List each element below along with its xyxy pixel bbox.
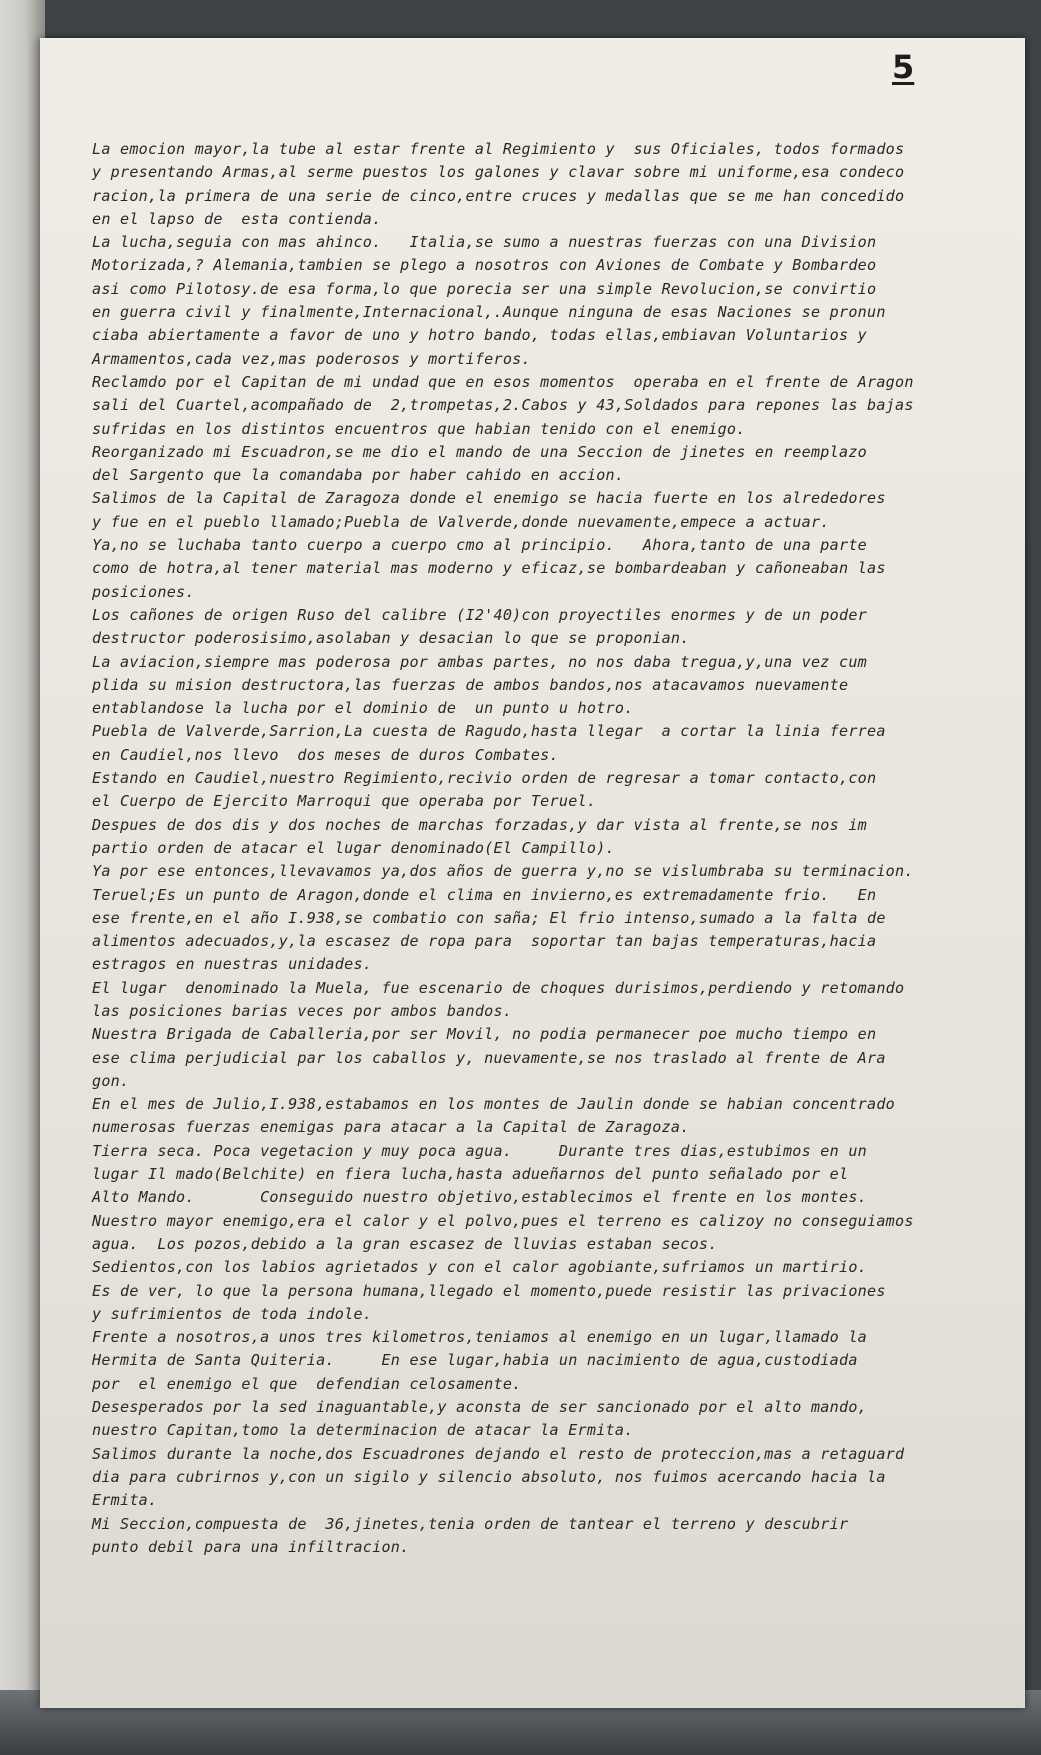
text-line: punto debil para una infiltracion. [92,1537,410,1556]
text-line: agua. Los pozos,debido a la gran escasez de lluvias estaban secos. [92,1234,718,1253]
text-line: dia para cubrirnos y,con un sigilo y silencio absoluto, nos fuimos acercando hacia la [92,1467,886,1486]
text-line: el Cuerpo de Ejercito Marroqui que operaba por Teruel. [92,792,597,811]
text-line: como de hotra,al tener material mas moderno y eficaz,se bombardeaban y cañoneaban las [92,559,886,578]
text-line: Estando en Caudiel,nuestro Regimiento,recivio orden de regresar a tomar contacto,con [92,769,877,788]
text-line: y presentando Armas,al serme puestos los galones y clavar sobre mi uniforme,esa condeco [92,163,905,182]
text-line: Nuestra Brigada de Caballeria,por ser Movil, no podia permanecer poe mucho tiempo en [92,1025,877,1044]
text-line: en el lapso de esta contienda. [92,209,382,228]
text-line: Teruel;Es un punto de Aragon,donde el clima en invierno,es extremadamente frio. En [92,885,877,904]
text-line: posiciones. [92,582,195,601]
body-text [92,138,1041,1559]
text-line: Ya por ese entonces,llevavamos ya,dos años de guerra y,no se vislumbraba su terminacion. [92,862,914,881]
text-line: Nuestro mayor enemigo,era el calor y el polvo,pues el terreno es calizoy no conseguiamos [92,1211,914,1230]
text-line: nuestro Capitan,tomo la determinacion de atacar la Ermita. [92,1421,634,1440]
text-line: asi como Pilotosy.de esa forma,lo que porecia ser una simple Revolucion,se convirtio [92,279,877,298]
text-line: Es de ver, lo que la persona humana,llegado el momento,puede resistir las privaciones [92,1281,886,1300]
text-line: sufridas en los distintos encuentros que habian tenido con el enemigo. [92,419,746,438]
text-line: las posiciones barias veces por ambos bandos. [92,1001,513,1020]
text-line: Mi Seccion,compuesta de 36,jinetes,tenia orden de tantear el terreno y descubrir [92,1514,849,1533]
text-line: Motorizada,? Alemania,tambien se plego a nosotros con Aviones de Combate y Bombardeo [92,256,877,275]
text-line: y sufrimientos de toda indole. [92,1304,373,1323]
text-line: Desesperados por la sed inaguantable,y aconsta de ser sancionado por el alto mando, [92,1398,867,1417]
text-line: Ya,no se luchaba tanto cuerpo a cuerpo cmo al principio. Ahora,tanto de una parte [92,536,867,555]
page-number: 5 [892,48,915,86]
text-line: Alto Mando. Conseguido nuestro objetivo,establecimos el frente en los montes. [92,1188,867,1207]
text-line: plida su mision destructora,las fuerzas de ambos bandos,nos atacavamos nuevamente [92,675,849,694]
text-line: Reclamdo por el Capitan de mi undad que en esos momentos operaba en el frente de Aragon [92,372,914,391]
text-line: Puebla de Valverde,Sarrion,La cuesta de Ragudo,hasta llegar a cortar la linia ferrea [92,722,886,741]
text-line: del Sargento que la comandaba por haber cahido en accion. [92,466,625,485]
text-line: destructor poderosisimo,asolaban y desacian lo que se proponian. [92,629,690,648]
text-line: Sedientos,con los labios agrietados y con el calor agobiante,sufriamos un martirio. [92,1258,867,1277]
text-line: La emocion mayor,la tube al estar frente al Regimiento y sus Oficiales, todos formados [92,140,905,158]
text-line: lugar Il mado(Belchite) en fiera lucha,hasta adueñarnos del punto señalado por el [92,1165,849,1184]
text-line: La aviacion,siempre mas poderosa por ambas partes, no nos daba tregua,y,una vez cum [92,652,867,671]
text-line: sali del Cuartel,acompañado de 2,trompetas,2.Cabos y 43,Soldados para repones las bajas [92,396,914,415]
desk-background-left [0,0,45,1755]
text-line: Hermita de Santa Quiteria. En ese lugar,habia un nacimiento de agua,custodiada [92,1351,858,1370]
text-line: ese clima perjudicial par los caballos y, nuevamente,se nos traslado al frente de Ara [92,1048,886,1067]
text-line: Armamentos,cada vez,mas poderosos y mortiferos. [92,349,531,368]
text-line: Reorganizado mi Escuadron,se me dio el mando de una Seccion de jinetes en reemplazo [92,442,867,461]
text-line: racion,la primera de una serie de cinco,entre cruces y medallas que se me han concedido [92,186,905,205]
text-line: Salimos durante la noche,dos Escuadrones dejando el resto de proteccion,mas a retaguard [92,1444,905,1463]
text-line: Los cañones de origen Ruso del calibre (I2'40)con proyectiles enormes y de un poder [92,605,867,624]
text-line: partio orden de atacar el lugar denominado(El Campillo). [92,838,615,857]
text-line: Tierra seca. Poca vegetacion y muy poca agua. Durante tres dias,estubimos en un [92,1141,867,1160]
text-line: En el mes de Julio,I.938,estabamos en los montes de Jaulin donde se habian concentrado [92,1095,895,1114]
text-line: por el enemigo el que defendian celosamente. [92,1374,522,1393]
text-line: entablandose la lucha por el dominio de un punto u hotro. [92,699,634,718]
text-line: Ermita. [92,1491,158,1510]
typewritten-page [40,38,1025,1708]
text-line: estragos en nuestras unidades. [92,955,373,974]
text-line: Despues de dos dis y dos noches de marchas forzadas,y dar vista al frente,se nos im [92,815,867,834]
text-line: en guerra civil y finalmente,Internacional,.Aunque ninguna de esas Naciones se pronun [92,303,886,322]
text-line: ese frente,en el año I.938,se combatio con saña; El frio intenso,sumado a la falta de [92,908,886,927]
text-line: en Caudiel,nos llevo dos meses de duros Combates. [92,745,559,764]
text-line: gon. [92,1071,130,1090]
text-line: La lucha,seguia con mas ahinco. Italia,se sumo a nuestras fuerzas con una Division [92,233,877,252]
text-line: Salimos de la Capital de Zaragoza donde el enemigo se hacia fuerte en los alrededores [92,489,886,508]
text-line: alimentos adecuados,y,la escasez de ropa para soportar tan bajas temperaturas,hacia [92,932,877,951]
text-line: El lugar denominado la Muela, fue escenario de choques durisimos,perdiendo y retomando [92,978,905,997]
text-line: y fue en el pueblo llamado;Puebla de Valverde,donde nuevamente,empece a actuar. [92,512,830,531]
text-line: Frente a nosotros,a unos tres kilometros,teniamos al enemigo en un lugar,llamado la [92,1328,867,1347]
text-line: numerosas fuerzas enemigas para atacar a la Capital de Zaragoza. [92,1118,690,1137]
text-line: ciaba abiertamente a favor de uno y hotro bando, todas ellas,embiavan Voluntarios y [92,326,867,345]
